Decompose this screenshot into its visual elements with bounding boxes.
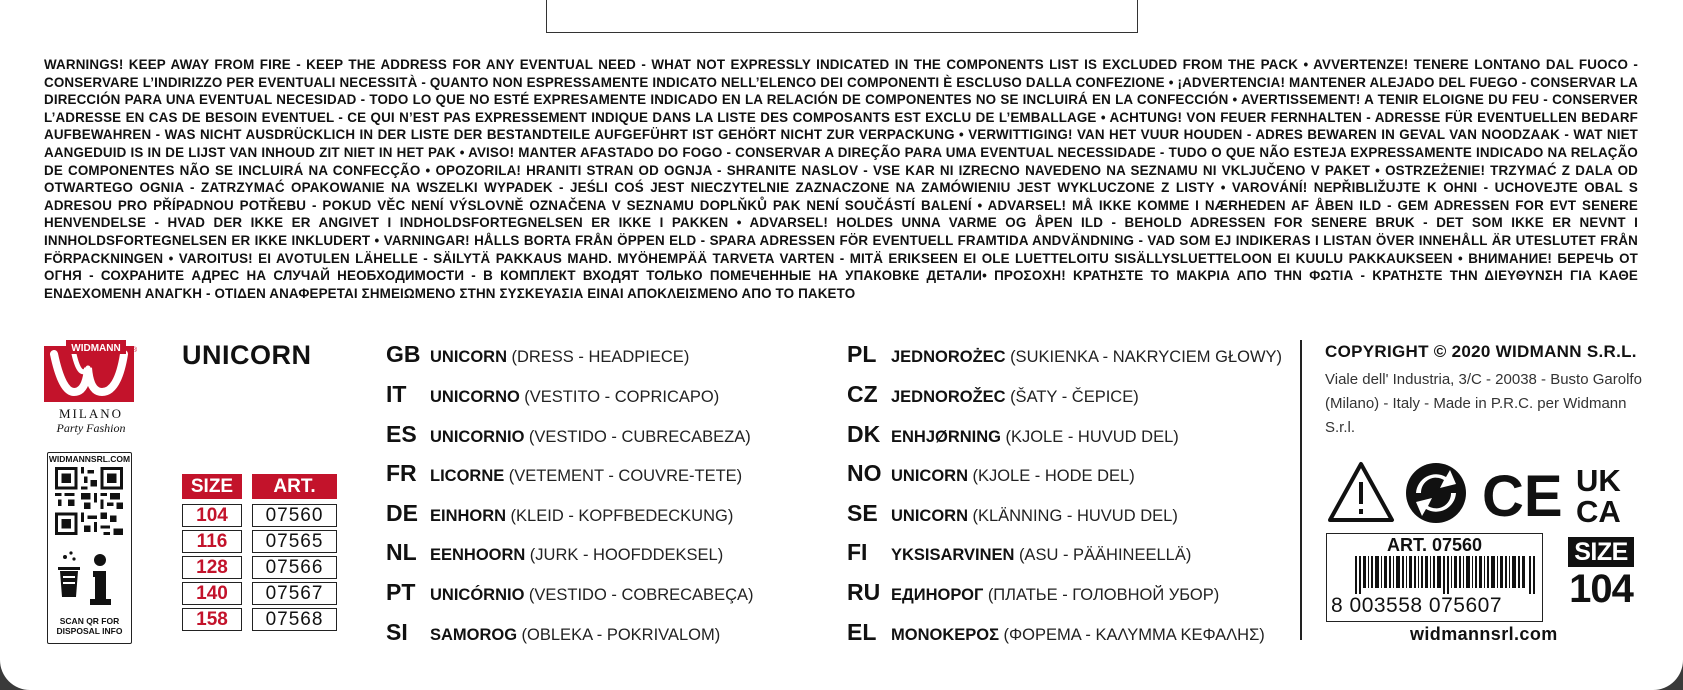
lang-code: ES — [386, 421, 417, 447]
lang-name: UNICORN — [891, 507, 968, 525]
language-row-it — [386, 381, 719, 411]
website-link[interactable]: widmannsrl.com — [1410, 624, 1558, 644]
lang-code: NO — [847, 460, 882, 486]
language-row-cz — [847, 381, 1139, 411]
language-row-pt — [386, 579, 754, 609]
lang-name: ENHJØRNING — [891, 428, 1002, 446]
warnings-text: WARNINGS! KEEP AWAY FROM FIRE - KEEP THE ADDRESS FOR ANY EVENTUAL NEED - WHAT NOT EXPRESSLY INDICATED IN THE COMPONENTS LIST IS EXCLUDED FROM THE PACK • AVVERTENZE! TENERE LONTANO DAL FUOCO - CONSERVARE L’INDIRIZZO PER EVENTUALI NECESSITÀ - QUANTO NON ESPRESSAMENTE INDICATO NELL’ELENCO DEI COMPONENTI È ESCLUSO DALLA CONFEZIONE • ¡ADVERTENCIA! MANTENER ALEJADO DEL FUEGO - CONSERVAR LA DIRECCIÓN PARA UNA EVENTUAL NECESIDAD - TODO LO QUE NO ESTÉ EXPRESAMENTE INDICADO EN LA RELACIÓN DE COMPONENTES NO SE INCLUIRÁ EN LA CONFECCIÓN • AVERTISSEMENT! A TENIR ELOIGNE DU FEU - CONSERVER L’ADRESSE EN CAS DE BESOIN EVENTUEL - CE QUI N’EST PAS EXPRESSEMENT INDIQUE DANS LA LISTE DES COMPOSANTS EST EXCLU DE L’EMBALLAGE • ACHTUNG! VON FEUER FERNHALTEN - ADRESSE FÜR EVENTUELLEN BEDARF AUFBEWAHREN - WAS NICHT AUSDRÜCKLICH IN DER LISTE DER BESTANDTEILE AUFGEFÜHRT IST GEHÖRT NICHT ZUR VERPACKUNG • VERWITTIGING! VAN HET VUUR HOUDEN - ADRES BEWAREN IN GEVAL VAN NOODZAAK - WAT NIET AANGEDUID IS IN DE LIJST VAN INHOUD ZIT NIET IN HET PAK • AVISO! MANTER AFASTADO DO FOGO - CONSERVAR A DIREÇÃO PARA UMA EVENTUAL NECESSIDADE - TUDO O QUE NÃO ESTEJA EXPRESSAMENTE INDICADO NA RELAÇÃO DE COMPONENTES NÃO SE INCLUIRÁ NA CONFECÇÃO • OPOZORILA! HRANITI STRAN OD OGNJA - SHRANITE NASLOV - VSE KAR NI IZRECNO NAVEDENO NA SEZNAMU NI VKLJUČENO V PAKET • OSTRZEŻENIE! TRZYMAĆ Z DALA OD OTWARTEGO OGNIA - ZATRZYMAĆ OPAKOWANIE NA WSZELKI WYPADEK - JEŚLI COŚ JEST NIECZYTELNIE ZAZNACZONE NA ZAMÓWIENIU JEST WYKLUCZONE Z LISTY • VAROVÁNÍ! NEPŘIBLIŽUJTE K OHNI - UCHOVEJTE OBAL S ADRESOU PRO PŘÍPADNOU POTŘEBU - POKUD VĚC NENÍ VÝSLOVNĚ OZNAČENA V SEZNAMU DOPLŇKŮ PAK NENÍ SOUČÁSTÍ BALENÍ • ADVARSEL! MÅ IKKE KOMME I NÆRHEDEN AF ÅBEN ILD - GEM ADRESSEN FOR EVT SENERE HENVENDELSE - HVAD DER IKKE ER ANGIVET I INDHOLDSFORTEGNELSEN ER IKKE I PAKKEN • ADVARSEL! HOLDES UNNA VARME OG ÅPEN ILD - BEHOLD ADRESSEN FOR SENERE BRUK - DET SOM IKKE ER NEVNT I INNHOLDSFORTEGNELSEN ER IKKE INKLUDERT • VARNINGAR! HÅLLS BORTA FRÅN ÖPPEN ELD - SPARA ADRESSEN FÖR EVENTUELL FRAMTIDA ANDVÄNDNING - VAD SOM EJ INDIKERAS I LISTAN ÖVER INNEHÅLL ÄR UTESLUTET FRÅN FÖRPACKNINGEN • VAROITUS! EI AVOTULEN LÄHELLE - SÄILYTÄ PAKKAUS MAHD. MYÖHEMPÄÄ TARVETA VARTEN - MITÄ ERIKSEEN EI OLE LUETTELOITU SISÄLLYSLUETTELOON EI KUULU PAKKAUKSEEN • ВНИМАНИЕ! БЕРЕЧЬ ОТ ОГНЯ - СОХРАНИТЕ АДРЕС НА СЛУЧАЙ НЕОБХОДИМОСТИ - В КОМПЛЕКТ ВХОДЯТ ТОЛЬКО ПОМЕЧЕННЫЕ НА УПАКОВКЕ ДЕТАЛИ• ΠΡΟΣΟΧΗ! ΚΡΑΤΗΣΤΕ ΤΟ ΜΑΚΡΙΑ ΑΠΟ ΤΗΝ ΦΩΤΙΑ - ΚΡΑΤΗΣΤΕ ΤΗΝ ΔΙΕΥΘΥΝΣΗ ΓΙΑ ΚΑΘΕ ΕΝΔΕΧΟΜΕΝΗ ΑΝΑΓΚΗ - ΟΤΙΔΕΝ ΑΝΑΦΕΡΕΤΑΙ ΣΗΜΕΙΩΜΕΝΟ ΣΤΗΝ ΣΥΣΚΕΥΑΣΙΑ ΕΙΝΑΙ ΑΠΟΚΛΕΙΣΜΕΝΟ ΑΠΟ ΤΟ ΠΑΚΕΤΟ — [44, 57, 1638, 301]
lang-desc: (VESTITO - COPRICAPO) — [524, 388, 720, 406]
size-badge — [1568, 537, 1636, 617]
lang-name: UNICORNO — [430, 388, 520, 406]
compliance-symbols — [1326, 458, 1640, 528]
lang-desc: (VESTIDO - CUBRECABEZA) — [528, 428, 751, 446]
lang-desc: (DRESS - HEADPIECE) — [511, 348, 690, 366]
lang-desc: (ΦΟΡΕΜΑ - ΚΑΛΥΜΜΑ ΚΕΦΑΛΗΣ) — [1003, 626, 1265, 644]
size-header: SIZE — [182, 474, 242, 499]
lang-code: EL — [847, 619, 877, 645]
lang-name: UNICORNIO — [430, 428, 525, 446]
qr-disposal-box — [47, 452, 132, 644]
lang-code: DK — [847, 421, 881, 447]
lang-name: UNICORN — [430, 348, 507, 366]
qr-url: WIDMANNSRL.COM — [48, 454, 131, 464]
lang-code: NL — [386, 539, 417, 565]
language-row-fr — [386, 460, 742, 490]
address-text: Viale dell' Industria, 3/C - 20038 - Busto Garolfo (Milano) - Italy - Made in P.R.C. per Widmann S.r.l. — [1325, 371, 1642, 436]
art-cell: 07568 — [252, 608, 337, 631]
lang-code: PT — [386, 579, 416, 605]
lang-code: IT — [386, 381, 407, 407]
lang-name: JEDNOROŽEC — [891, 388, 1006, 406]
lang-name: UNICÓRNIO — [430, 586, 525, 604]
lang-name: EENHOORN — [430, 546, 526, 564]
language-row-se — [847, 500, 1178, 530]
ukca-mark-icon — [1576, 463, 1621, 528]
language-row-es — [386, 421, 751, 451]
lang-name: SAMOROG — [430, 626, 518, 644]
svg-text:CE: CE — [1482, 464, 1563, 528]
lang-desc: (KLÄNNING - HUVUD DEL) — [972, 507, 1178, 525]
widmann-logo — [44, 340, 140, 440]
svg-text:UK: UK — [1576, 463, 1621, 498]
size-cell: 158 — [182, 608, 242, 631]
lang-desc: (JURK - HOOFDDEKSEL) — [529, 546, 724, 564]
size-cell: 104 — [182, 504, 242, 527]
top-window-box — [546, 0, 1138, 33]
art-header: ART. — [252, 474, 337, 499]
language-row-si — [386, 619, 720, 649]
language-row-fi — [847, 539, 1191, 569]
art-cell: 07566 — [252, 556, 337, 579]
language-row-el — [847, 619, 1265, 649]
language-row-de — [386, 500, 733, 530]
lang-code: PL — [847, 341, 877, 367]
lang-desc: (KJOLE - HODE DEL) — [972, 467, 1135, 485]
lang-code: SI — [386, 619, 408, 645]
barcode-box — [1326, 533, 1543, 622]
barcode-art-label: ART. 07560 — [1386, 535, 1483, 555]
lang-code: FR — [386, 460, 417, 486]
lang-desc: (KJOLE - HUVUD DEL) — [1005, 428, 1179, 446]
lang-code: CZ — [847, 381, 878, 407]
lang-desc: (VETEMENT - COUVRE-TETE) — [508, 467, 743, 485]
warning-triangle-icon — [1330, 464, 1392, 520]
qr-code-icon[interactable] — [55, 467, 123, 535]
lang-desc: (ŠATY - ČEPICE) — [1010, 388, 1139, 406]
svg-text:®: ® — [132, 347, 138, 354]
language-row-nl — [386, 539, 723, 569]
language-row-ru — [847, 579, 1219, 609]
ean-number: 8 003558 075607 — [1331, 594, 1502, 617]
lang-desc: (ПЛАТЬЕ - ГОЛОВНОЙ УБОР) — [987, 586, 1220, 604]
lang-desc: (KLEID - KOPFBEDECKUNG) — [510, 507, 734, 525]
language-row-gb — [386, 341, 689, 371]
language-row-pl — [847, 341, 1282, 371]
lang-name: LICORNE — [430, 467, 505, 485]
lang-name: JEDNOROŻEC — [891, 348, 1006, 366]
svg-text:CA: CA — [1576, 494, 1621, 528]
art-cell: 07565 — [252, 530, 337, 553]
lang-desc: (OBLEKA - POKRIVALOM) — [521, 626, 721, 644]
art-cell: 07567 — [252, 582, 337, 605]
art-cell: 07560 — [252, 504, 337, 527]
lang-code: SE — [847, 500, 878, 526]
widmann-w-icon — [44, 340, 138, 406]
lang-code: DE — [386, 500, 418, 526]
logo-city: MILANO — [59, 406, 123, 421]
size-badge-value: 104 — [1569, 567, 1633, 611]
lang-desc: (SUKIENKA - NAKRYCIEM GŁOWY) — [1010, 348, 1283, 366]
lang-desc: (VESTIDO - COBRECABEÇA) — [528, 586, 754, 604]
size-cell: 140 — [182, 582, 242, 605]
lang-name: UNICORN — [891, 467, 968, 485]
ce-mark-icon — [1482, 464, 1563, 528]
copyright-text: COPYRIGHT © 2020 WIDMANN S.R.L. — [1325, 342, 1637, 361]
disposal-info-icon — [48, 549, 131, 609]
lang-code: RU — [847, 579, 881, 605]
scan-qr-text: SCAN QR FOR DISPOSAL INFO — [56, 616, 123, 636]
product-title: UNICORN — [182, 340, 312, 370]
column-divider — [1300, 340, 1302, 640]
barcode-icon — [1355, 556, 1535, 594]
lang-name: ΜΟΝΟΚΕΡΟΣ — [891, 626, 999, 644]
lang-name: ЕДИНОРОГ — [891, 586, 984, 604]
lang-name: EINHORN — [430, 507, 507, 525]
language-row-no — [847, 460, 1135, 490]
green-dot-recycling-icon — [1406, 463, 1466, 523]
lang-code: FI — [847, 539, 868, 565]
size-badge-label: SIZE — [1568, 537, 1634, 567]
language-row-dk — [847, 421, 1179, 451]
logo-brand-text: WIDMANN — [71, 343, 121, 354]
lang-desc: (ASU - PÄÄHINEELLÄ) — [1018, 546, 1192, 564]
lang-name: YKSISARVINEN — [891, 546, 1015, 564]
logo-tagline: Party Fashion — [56, 421, 126, 435]
size-cell: 116 — [182, 530, 242, 553]
lang-code: GB — [386, 341, 421, 367]
size-cell: 128 — [182, 556, 242, 579]
